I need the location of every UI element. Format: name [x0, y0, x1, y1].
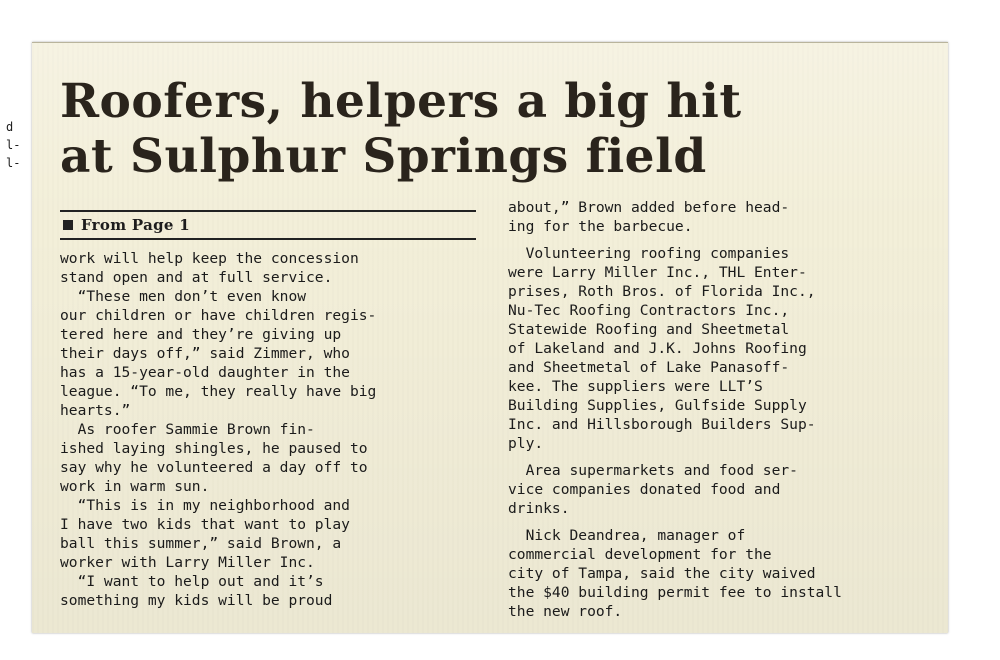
- text-line: the new roof.: [508, 603, 623, 620]
- text-line: work will help keep the concession: [60, 250, 359, 267]
- paragraph: [508, 198, 938, 236]
- margin-mark: d: [6, 120, 14, 134]
- text-line: ing for the barbecue.: [508, 218, 693, 235]
- text-line: vice companies donated food and: [508, 481, 781, 498]
- text-line: As roofer Sammie Brown fin-: [60, 421, 315, 438]
- text-line: the $40 building permit fee to install: [508, 584, 842, 601]
- text-line: hearts.”: [60, 402, 131, 419]
- text-line: ply.: [508, 435, 544, 452]
- headline-line-1: Roofers, helpers a big hit: [60, 74, 742, 129]
- text-line: were Larry Miller Inc., THL Enter-: [508, 264, 807, 281]
- text-line: city of Tampa, said the city waived: [508, 565, 816, 582]
- text-line: stand open and at full service.: [60, 269, 333, 286]
- jump-line: [60, 210, 476, 240]
- text-line: tered here and they’re giving up: [60, 326, 342, 343]
- text-line: about,” Brown added before head-: [508, 199, 790, 216]
- text-line: “These men don’t even know: [60, 288, 307, 305]
- text-line: worker with Larry Miller Inc.: [60, 554, 315, 571]
- text-line: ished laying shingles, he paused to: [60, 440, 368, 457]
- text-line: Nick Deandrea, manager of: [508, 527, 746, 544]
- margin-mark: l-: [6, 138, 21, 152]
- text-line: has a 15-year-old daughter in the: [60, 364, 350, 381]
- paragraph: [508, 526, 938, 621]
- margin-mark: l-: [6, 156, 21, 170]
- text-line: Area supermarkets and food ser-: [508, 462, 798, 479]
- text-line: their days off,” said Zimmer, who: [60, 345, 350, 362]
- square-bullet-icon: [63, 220, 73, 230]
- text-line: Volunteering roofing companies: [508, 245, 790, 262]
- text-line: Inc. and Hillsborough Builders Sup-: [508, 416, 816, 433]
- margin-marks: [6, 118, 26, 172]
- paragraph: [508, 461, 938, 518]
- text-line: say why he volunteered a day off to: [60, 459, 368, 476]
- text-line: something my kids will be proud: [60, 592, 333, 609]
- text-line: kee. The suppliers were LLT’S: [508, 378, 763, 395]
- text-line: our children or have children regis-: [60, 307, 377, 324]
- text-line: commercial development for the: [508, 546, 772, 563]
- text-line: Building Supplies, Gulfside Supply: [508, 397, 807, 414]
- paragraph: [508, 244, 938, 453]
- text-line: “I want to help out and it’s: [60, 573, 324, 590]
- headline: [60, 74, 940, 184]
- text-line: drinks.: [508, 500, 570, 517]
- text-line: I have two kids that want to play: [60, 516, 350, 533]
- headline-line-2: at Sulphur Springs field: [60, 129, 707, 184]
- text-line: prises, Roth Bros. of Florida Inc.,: [508, 283, 816, 300]
- text-line: ball this summer,” said Brown, a: [60, 535, 342, 552]
- text-line: league. “To me, they really have big: [60, 383, 377, 400]
- jump-label: From Page 1: [81, 216, 190, 234]
- article-column-left: [60, 249, 480, 610]
- text-line: “This is in my neighborhood and: [60, 497, 350, 514]
- text-line: Nu-Tec Roofing Contractors Inc.,: [508, 302, 790, 319]
- text-line: of Lakeland and J.K. Johns Roofing: [508, 340, 807, 357]
- text-line: work in warm sun.: [60, 478, 210, 495]
- text-line: Statewide Roofing and Sheetmetal: [508, 321, 790, 338]
- text-line: and Sheetmetal of Lake Panasoff-: [508, 359, 790, 376]
- article-column-right: [508, 198, 938, 621]
